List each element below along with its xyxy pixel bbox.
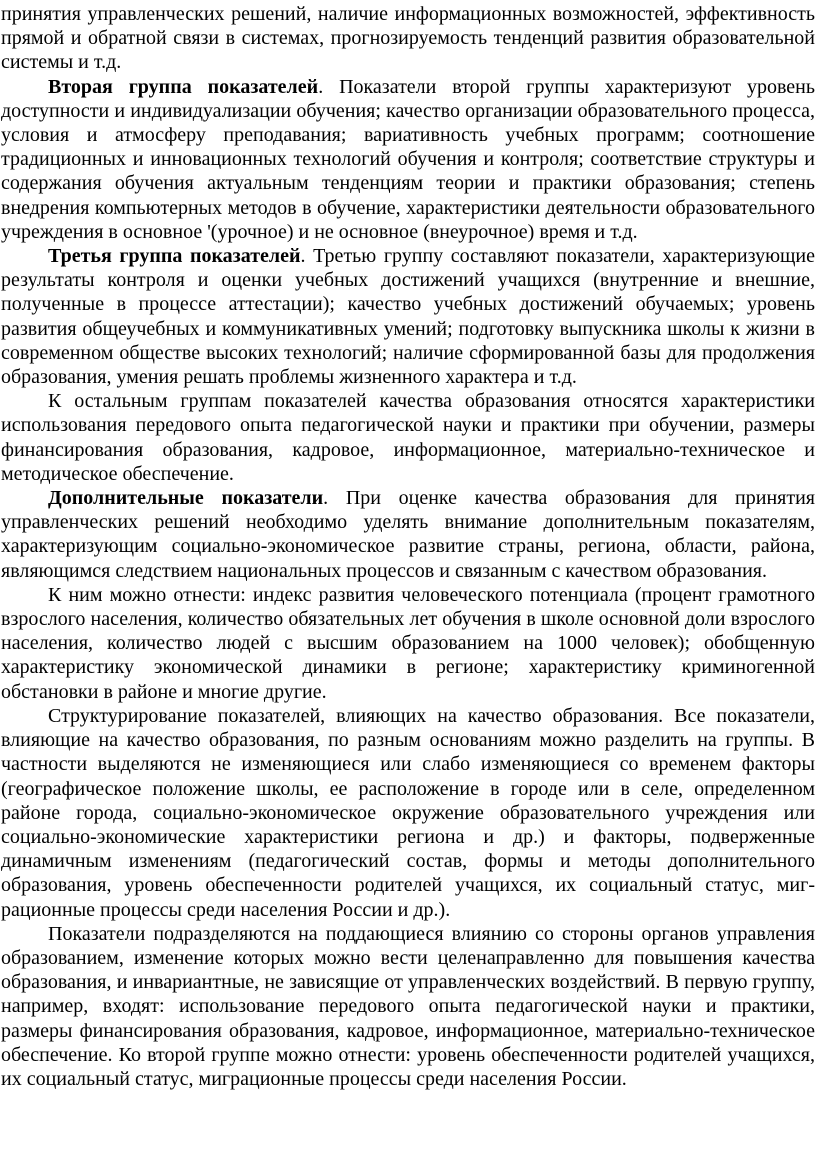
paragraph-text: Показатели подразделяются на поддающиеся влиянию со стороны органов управления образованием, изменение которых можно вести целенаправленно для повышения качества образования, и инвариантные, не зависящие от управленческих воздействий. В первую группу, например, входят: использование передового опыта педагогической науки и практики, размеры финансирования образования, кадровое, информационное, материально-техническое обеспечение. Ко второй группе можно отнести: уровень обеспеченности родителей учащихся, их социальный статус, миграционные процессы среди населения России. xyxy=(1,922,815,1090)
paragraph-text: принятия управленческих решений, наличие информационных возможностей, эффективность прямой и обратной связи в системах, прогнозируемость тенденций развития образовательной системы и т.д. xyxy=(1,3,815,74)
paragraph-additional-indicators xyxy=(1,486,815,583)
paragraph-text: К ним можно отнести: индекс развития человеческого потенциала (процент грамотного взрослого населения, количество обязательных лет обучения в школе основной доли взрослого населения, количество людей с высшим образованием на 1000 человек); обобщенную характеристику экономической динамики в регионе; характеристику криминогенной обстановки в районе и многие другие. xyxy=(1,583,815,703)
paragraph-text: . При оценке качества образования для принятия управленческих решений необходимо уделять внимание дополнительным показателям, характеризующим социально-экономическое развитие страны, региона, области, района, являющимся следствием национальных процессов и связанным с качеством образования. xyxy=(1,487,815,582)
paragraph-text: Структурирование показателей, влияющих на качество образования. Все показатели, влияющие на качество образования, по разным основаниям можно разделить на группы. В частности выделяются не изменяющиеся или слабо изменяющиеся со временем факторы (географическое положение школы, ее расположение в городе или в селе, определенном районе города, социально-экономическое окружение образовательного учреждения или социально-экономические характеристики региона и др.) и факторы, подверженные динамичным изменениям (педагогический состав, формы и методы дополнительного образования, уровень обеспеченности родителей учащихся, их социальный статус, миграционные процессы среди населения России и др.). xyxy=(1,704,815,921)
paragraph-second-group xyxy=(1,75,815,244)
paragraph-third-group xyxy=(1,244,815,389)
paragraph-other-groups xyxy=(1,389,815,486)
paragraph-text: . Третью группу составляют показатели, характеризующие результаты контроля и оценки учебных достижений учащихся (внутренние и внешние, полученные в процессе аттестации); качество учебных достижений обучаемых; уровень развития общеучебных и коммуникативных умений; подготовку выпускника школы к жизни в современном обществе высоких технологий; наличие сформированной базы для продолжения образования, умения решать проблемы жизненного характера и т.д. xyxy=(1,245,816,389)
paragraph-text: . Показатели второй группы характеризуют уровень доступности и индивидуализации обучения; качество организации образовательного процесса, условия и атмосферу преподавания; вариативность учебных программ; соотношение традиционных и инновационных технологий обучения и контроля; соответствие структуры и содержания обучения актуальным тенденциям теории и практики образования; степень внедрения компьютерных методов в обучение, характеристики деятельности образовательного учреждения в основное '(урочное) и не основное (внеурочное) время и т.д. xyxy=(1,75,815,243)
paragraph-heading: Третья группа показателей xyxy=(48,245,301,268)
paragraph-structuring xyxy=(1,704,815,922)
paragraph-continuation xyxy=(1,2,815,75)
paragraph-heading: Вторая группа показателей xyxy=(48,75,319,98)
paragraph-human-development xyxy=(1,583,815,704)
paragraph-heading: Дополнительные показатели xyxy=(48,487,324,510)
paragraph-text: К остальным группам показателей качества образования относятся характеристики использования передового опыта педагогической науки и практики при обучении, размеры финансирования образования, кадровое, информационное, материально-техническое и методическое обеспечение. xyxy=(1,390,815,485)
paragraph-subdivision xyxy=(1,922,815,1091)
